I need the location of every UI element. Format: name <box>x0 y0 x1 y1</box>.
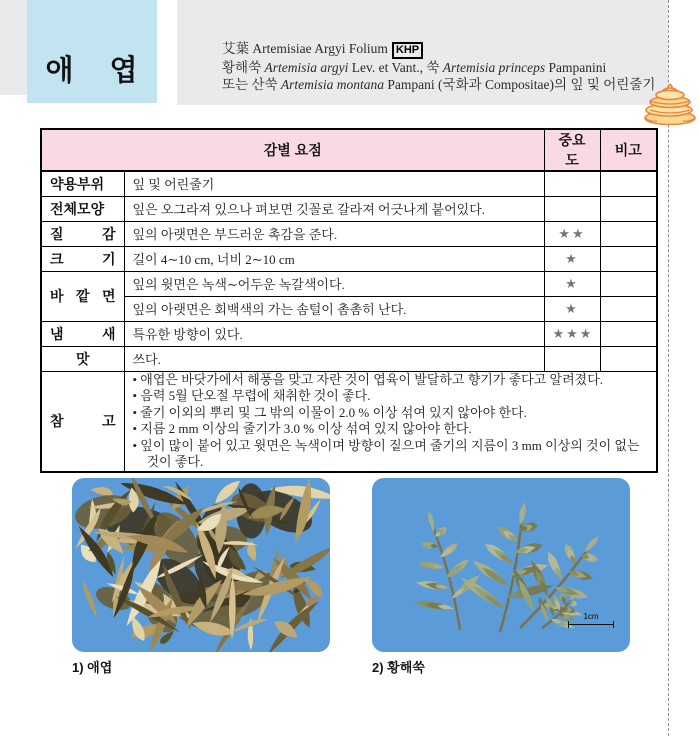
row-text: 쓰다. <box>124 346 544 371</box>
row-label: 약용부위 <box>41 171 124 196</box>
note-bullet: • 잎이 많이 붙어 있고 윗면은 녹색이며 방향이 짙으며 줄기의 지름이 3 mm 이상의 것이 없는 것이 좋다. <box>132 437 640 469</box>
title-box <box>27 0 157 103</box>
species-line-2: 또는 산쑥 Artemisia montana Pampani (국화과 Compositae)의 잎 및 어린줄기 <box>222 77 656 92</box>
figure-caption-2: 2) 황해쑥 <box>372 660 425 675</box>
scale-bar-line <box>568 621 614 628</box>
table-row-texture <box>41 221 657 246</box>
note-bullet: • 줄기 이외의 뿌리 및 그 밖의 이물이 2.0 % 이상 섞여 있지 않아야 한다. <box>132 404 527 420</box>
row-label: 참 고 <box>41 371 124 472</box>
remark-cell <box>600 246 657 271</box>
scale-bar <box>568 612 614 628</box>
row-text: 길이 4∼10 cm, 너비 2∼10 cm <box>124 246 544 271</box>
herb-bundle-icon <box>642 83 699 125</box>
row-label: 질 감 <box>41 221 124 246</box>
figure-caption-1: 1) 애엽 <box>72 660 113 675</box>
importance-stars: ★ <box>544 246 600 271</box>
left-margin-strip <box>0 0 27 95</box>
species-line-1: 황해쑥 Artemisia argyi Lev. et Vant., 쑥 Artemisia princeps Pampanini <box>222 60 607 75</box>
row-text: 잎은 오그라져 있으나 펴보면 깃꼴로 갈라져 어긋나게 붙어있다. <box>124 196 544 221</box>
remark-cell <box>600 171 657 196</box>
header-remark: 비고 <box>600 129 657 171</box>
table-row-surface-2 <box>41 296 657 321</box>
table-row-shape <box>41 196 657 221</box>
row-text: 잎의 윗면은 녹색∼어두운 녹갈색이다. <box>124 271 544 296</box>
remark-cell <box>600 271 657 296</box>
importance-stars <box>544 346 600 371</box>
photo-hwanghaessuk <box>372 478 630 652</box>
table-row-note <box>41 371 657 472</box>
scale-bar-label: 1cm <box>583 612 599 621</box>
note-bullet: • 애엽은 바닷가에서 해풍을 맞고 자란 것이 엽육이 발달하고 향기가 좋다고 알려졌다. <box>132 371 604 387</box>
note-bullet: • 지름 2 mm 이상의 줄기가 3.0 % 이상 섞여 있지 않아야 한다. <box>132 421 472 436</box>
row-label: 맛 <box>41 346 124 371</box>
row-text: 특유한 방향이 있다. <box>124 321 544 346</box>
importance-stars <box>544 196 600 221</box>
table-row-taste <box>41 346 657 371</box>
note-bullet-list <box>133 372 649 471</box>
importance-stars: ★★ <box>544 221 600 246</box>
identification-table <box>40 128 658 473</box>
row-label: 전체모양 <box>41 196 124 221</box>
table-row-part <box>41 171 657 196</box>
importance-stars: ★ <box>544 271 600 296</box>
page-title: 애 엽 <box>45 55 139 87</box>
table-row-surface-1 <box>41 271 657 296</box>
note-bullet: • 음력 5월 단오절 무렵에 채취한 것이 좋다. <box>132 388 371 403</box>
row-label: 냄 새 <box>41 321 124 346</box>
row-text: 잎의 아랫면은 부드러운 촉감을 준다. <box>124 221 544 246</box>
row-text: 잎의 아랫면은 회백색의 가는 솜털이 촘촘히 난다. <box>124 296 544 321</box>
remark-cell <box>600 346 657 371</box>
header-main: 감별 요점 <box>41 129 544 171</box>
table-header-row <box>41 129 657 171</box>
table-row-size <box>41 246 657 271</box>
remark-cell <box>600 196 657 221</box>
note-cell <box>124 371 657 472</box>
row-label: 크 기 <box>41 246 124 271</box>
remark-cell <box>600 296 657 321</box>
latin-name-line: 艾葉 Artemisiae Argyi Folium KHP <box>222 40 668 59</box>
importance-stars: ★★★ <box>544 321 600 346</box>
header-importance: 중요도 <box>544 129 600 171</box>
drug-name-header <box>177 0 668 105</box>
photo-aeyeop <box>72 478 330 652</box>
khp-badge: KHP <box>392 42 423 59</box>
table-row-smell <box>41 321 657 346</box>
row-text: 잎 및 어린줄기 <box>124 171 544 196</box>
importance-stars: ★ <box>544 296 600 321</box>
remark-cell <box>600 221 657 246</box>
importance-stars <box>544 171 600 196</box>
row-label: 바 깥 면 <box>41 271 124 321</box>
remark-cell <box>600 321 657 346</box>
